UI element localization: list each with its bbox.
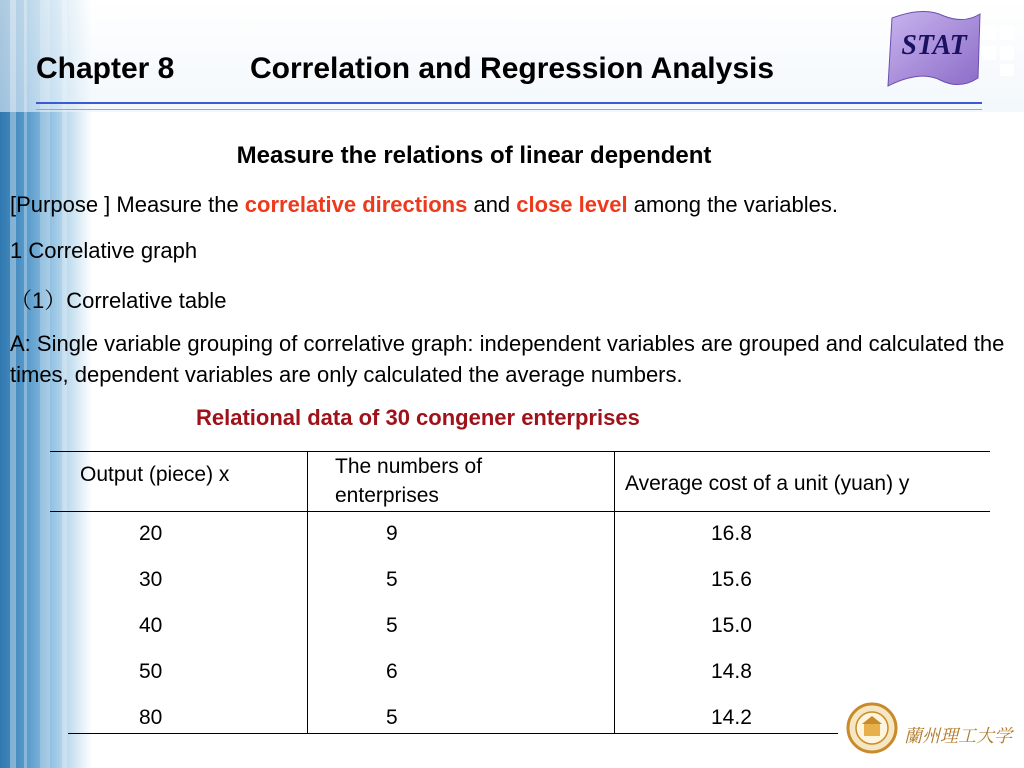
table-top-rule [50,451,990,452]
decor-square [982,46,996,60]
purpose-prefix: [Purpose ] Measure the [10,192,245,217]
cell-enterprises: 5 [386,614,398,637]
cell-enterprises: 9 [386,522,398,545]
stat-logo [884,8,984,90]
table-header-enterprises-line2: enterprises [335,484,439,507]
cell-output: 80 [139,706,163,729]
list-item-correlative-graph: 1 Correlative graph [10,238,198,263]
title-rule-thin [36,109,982,110]
table-header-output: Output (piece) x [80,463,230,486]
decor-square [1000,64,1014,76]
page-title [36,52,774,86]
university-emblem-icon [846,702,898,754]
purpose-suffix: among the variables. [627,192,838,217]
purpose-middle: and [467,192,517,217]
cell-average-cost: 14.2 [711,706,752,729]
cell-average-cost: 15.6 [711,568,752,591]
cell-output: 30 [139,568,163,591]
decor-square [1000,26,1014,40]
table-header-average-cost: Average cost of a unit (yuan) y [625,472,910,495]
table-header-enterprises-line1: The numbers of [335,455,483,478]
cell-output: 20 [139,522,163,545]
purpose-line [10,192,838,218]
section-subheading: Measure the relations of linear dependent [236,142,712,169]
decor-square [1000,46,1014,60]
explanation-paragraph: A: Single variable grouping of correlative graph: independent variables are grouped and calculated the times, dependent variables are only calculated the average numbers. [10,331,1005,387]
cell-output: 40 [139,614,163,637]
table-column-divider [614,451,615,733]
cell-output: 50 [139,660,163,683]
cell-enterprises: 5 [386,706,398,729]
cell-average-cost: 16.8 [711,522,752,545]
table-caption: Relational data of 30 congener enterprises [196,405,640,430]
decor-square [982,26,996,40]
table-column-divider [307,451,308,733]
title-rule [36,102,982,104]
chapter-label: Chapter 8 [36,52,175,85]
table-bottom-rule [68,733,838,734]
purpose-highlight-close-level: close level [516,192,628,217]
table-header-rule [50,511,990,512]
cell-enterprises: 6 [386,660,398,683]
chapter-title: Correlation and Regression Analysis [250,52,775,85]
university-name: 蘭州理工大学 [904,726,1012,747]
purpose-highlight-directions: correlative directions [244,192,468,217]
table-header-enterprises [335,452,482,510]
cell-average-cost: 15.0 [711,614,752,637]
stat-logo-text: STAT [901,30,967,61]
cell-enterprises: 5 [386,568,398,591]
cell-average-cost: 14.8 [711,660,752,683]
list-item-correlative-table: （1）Correlative table [10,288,227,313]
